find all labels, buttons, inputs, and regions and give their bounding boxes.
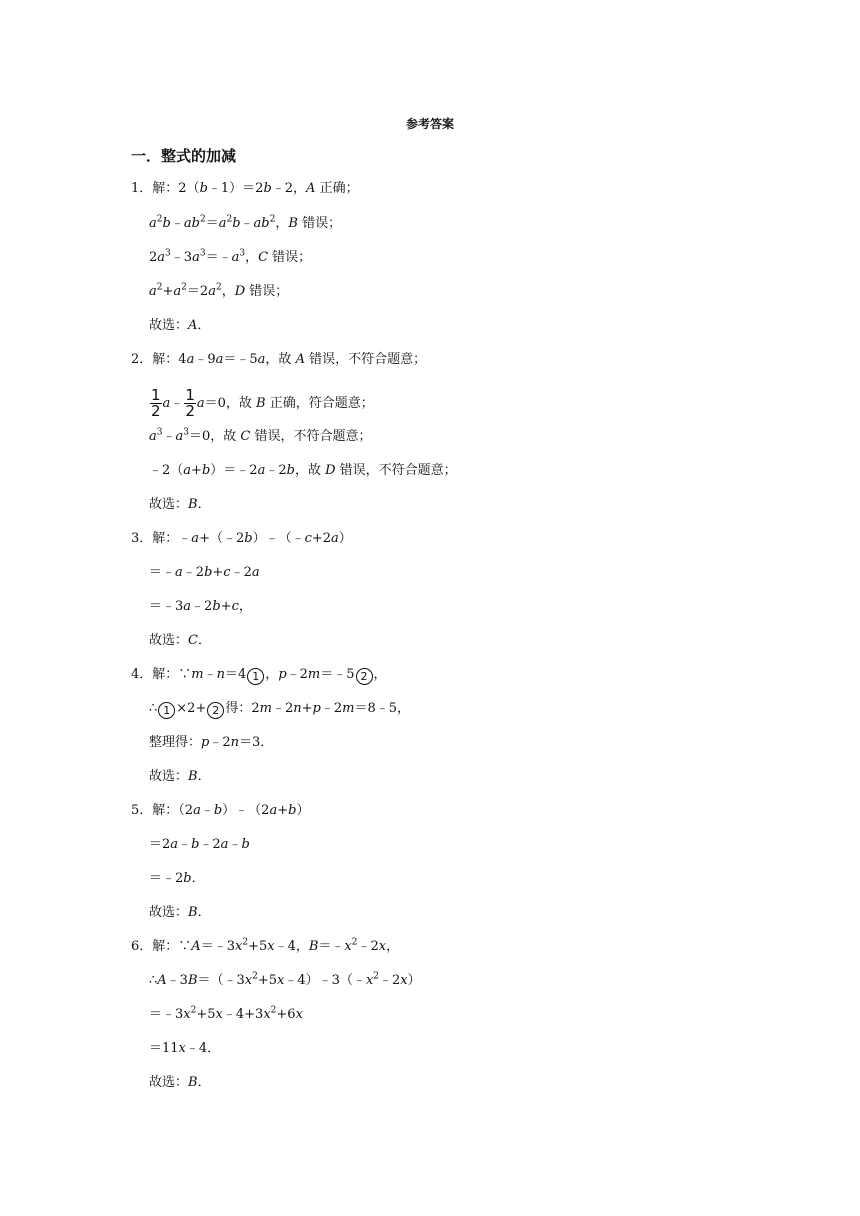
q3-label: 3．解： <box>131 531 179 546</box>
q1-text: 2（b﹣1）＝2b﹣2，A 正确； <box>178 181 359 196</box>
q2-line-1 <box>131 351 426 369</box>
q3-line-3: ＝﹣3a﹣2b+c， <box>149 599 252 614</box>
q6-line-4: ＝11x﹣4． <box>149 1041 221 1056</box>
q1-line-4: $a^2+a^2=2a^2$，D 错误； <box>149 282 289 299</box>
q6-line-3: $=﹣3x^2+5x﹣4+3x^2+6x$ <box>149 1005 303 1022</box>
q3-line-2: ＝﹣a﹣2b+c﹣2a <box>149 565 260 580</box>
q6-line-2: $\therefore A﹣3B=(﹣3x^2+5x﹣4)﹣3(﹣x^2﹣2x)$ <box>149 971 421 988</box>
q4-line-1 <box>131 666 387 685</box>
q2-line-2: $\frac{1}{2}$ a﹣ $\frac{1}{2}$ a＝0，故 B 正确，符合题意； <box>151 386 374 420</box>
q1-line-2: $a^2b﹣ab^2=a^2b﹣ab^2$，B 错误； <box>149 214 342 231</box>
q4-text: ∵m﹣n＝4 1 ，p﹣2m＝﹣5 2 ， <box>178 667 387 683</box>
q1-label: 1．解： <box>131 181 179 196</box>
q2-label: 2．解： <box>131 352 179 367</box>
fraction-one-half: $\frac{1}{2}$ <box>185 386 195 420</box>
q4-line-2: ∴ 1 ×2+ 2 得：2m﹣2n+p﹣2m＝8﹣5， <box>149 701 410 717</box>
circled-two: 2 <box>356 668 373 685</box>
q2-line-4: ﹣2（a+b）＝﹣2a﹣2b，故 D 错误，不符合题意； <box>149 463 457 478</box>
q4-line-3: 整理得：p﹣2n＝3． <box>149 735 274 750</box>
q5-line-2: ＝2a﹣b﹣2a﹣b <box>149 837 250 852</box>
q3-answer: 故选：C． <box>149 633 211 648</box>
q5-text: （2a﹣b）﹣（2a+b） <box>178 803 310 818</box>
q4-answer: 故选：B． <box>149 769 211 784</box>
q1-answer: 故选：A． <box>149 318 211 333</box>
section-heading: 一．整式的加减 <box>131 147 237 165</box>
circled-two: 2 <box>207 702 224 719</box>
fraction-one-half: $\frac{1}{2}$ <box>151 386 161 420</box>
circled-one: 1 <box>247 668 264 685</box>
page-title: 参考答案 <box>405 117 454 131</box>
q2-text: 4a﹣9a＝﹣5a，故 A 错误，不符合题意； <box>178 352 427 367</box>
circled-one: 1 <box>158 702 175 719</box>
q5-line-3: ＝﹣2b． <box>149 871 205 886</box>
q3-text: ﹣a+（﹣2b）﹣（﹣c+2a） <box>178 531 352 546</box>
q5-answer: 故选：B． <box>149 905 211 920</box>
q6-text: $\because A=﹣3x^2+5x﹣4$，$B=﹣x^2﹣2x$， <box>178 937 400 954</box>
q6-line-1 <box>131 938 399 956</box>
q2-answer: 故选：B． <box>149 497 211 512</box>
q3-line-1 <box>131 530 352 548</box>
q2-line-3: $a^3﹣a^3=0$，故 C 错误，不符合题意； <box>149 427 372 444</box>
q4-label: 4．解： <box>131 667 179 682</box>
q5-line-1 <box>131 802 309 820</box>
q1-line-1 <box>131 180 359 198</box>
q6-label: 6．解： <box>131 939 179 954</box>
q1-line-3: $2a^3﹣3a^3=﹣a^3$，C 错误； <box>149 248 312 265</box>
q6-answer: 故选：B． <box>149 1075 211 1090</box>
q5-label: 5．解： <box>131 803 179 818</box>
